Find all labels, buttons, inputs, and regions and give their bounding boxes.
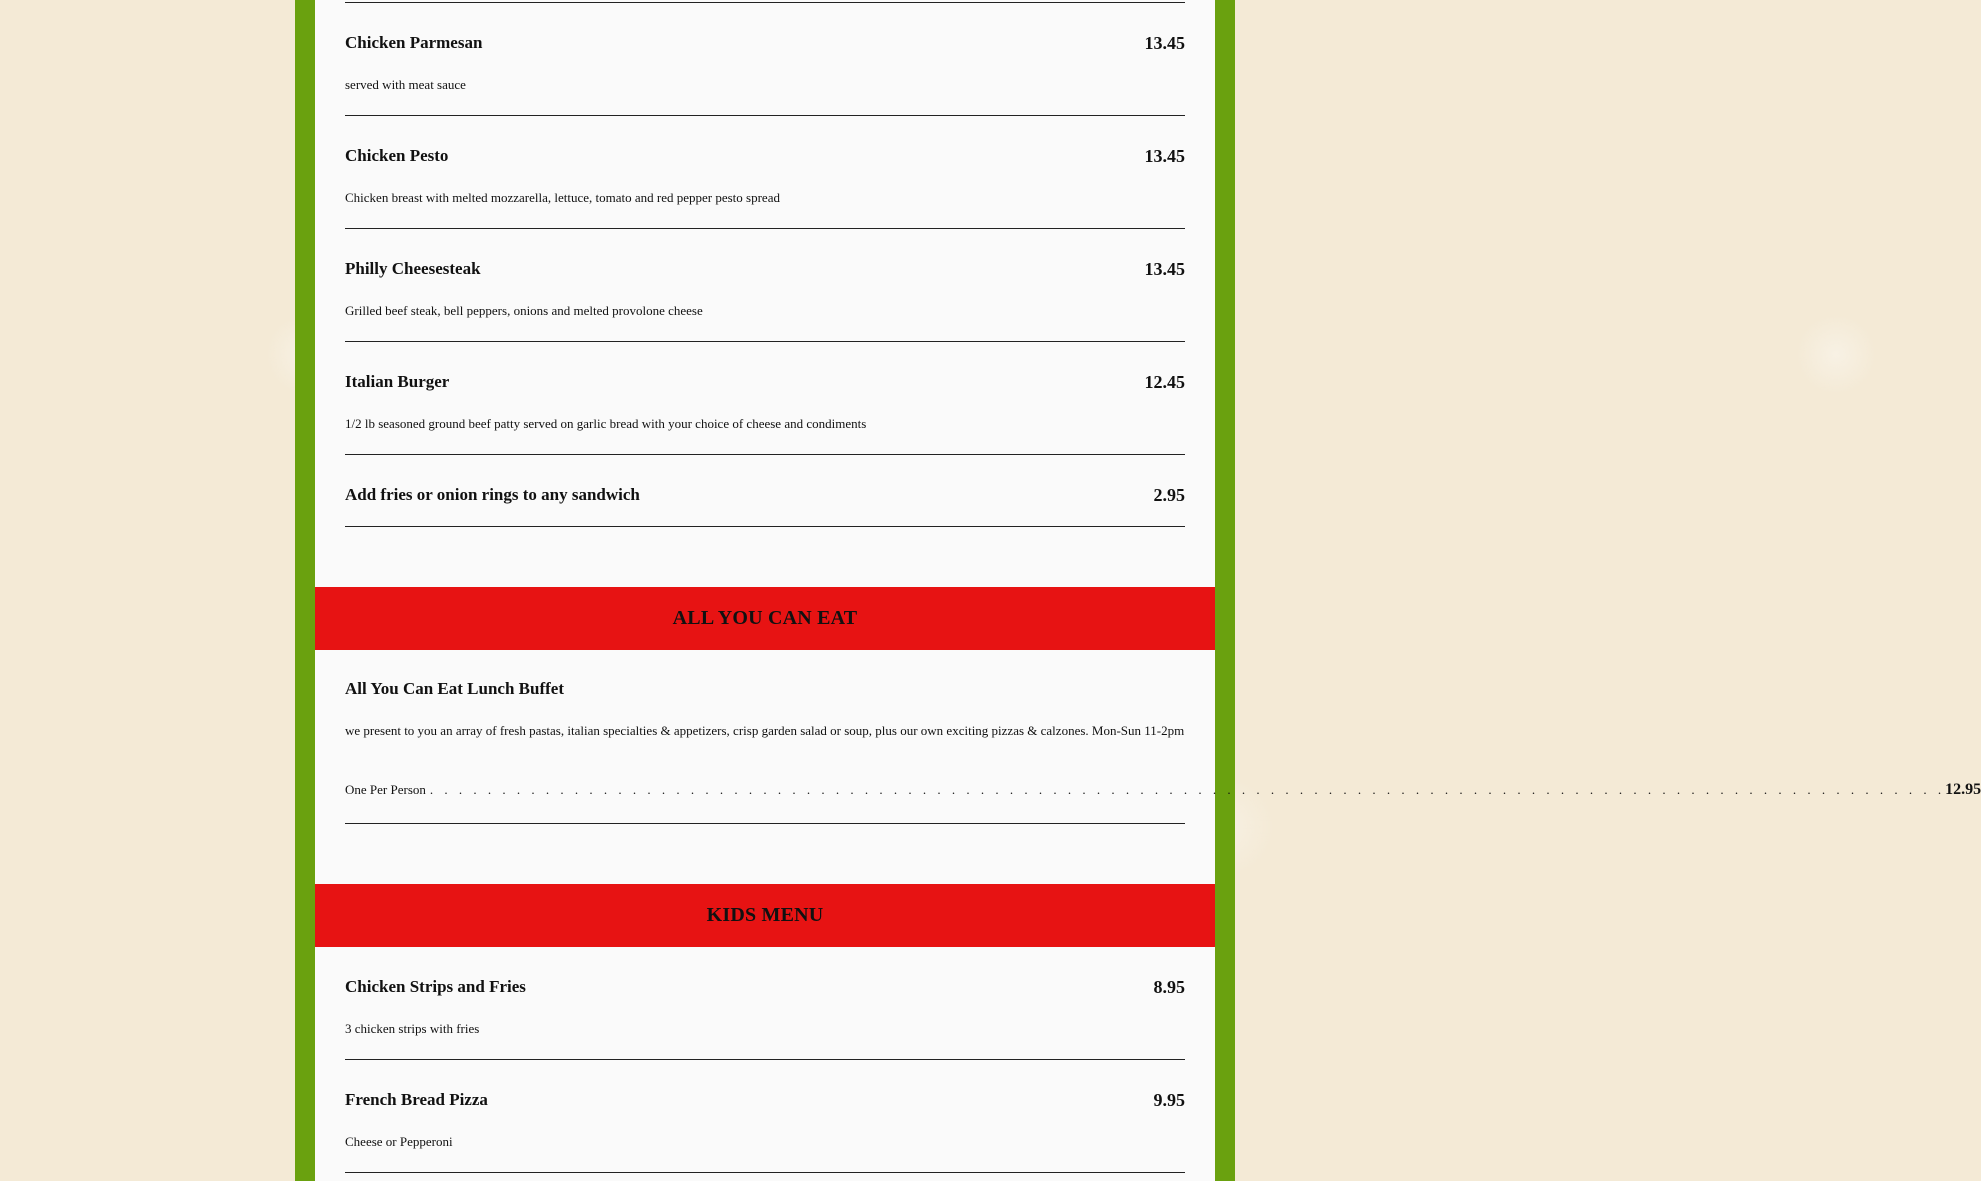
item-name: Philly Cheesesteak [345, 259, 481, 278]
item-name: Add fries or onion rings to any sandwich [345, 485, 640, 504]
divider [345, 454, 1185, 455]
section-banner-kids-menu [315, 884, 1215, 947]
item-name: Italian Burger [345, 372, 450, 391]
item-description: Grilled beef steak, bell peppers, onions and melted provolone cheese [345, 303, 703, 318]
divider [345, 823, 1185, 824]
option-price: 12.95 [1945, 781, 1981, 798]
divider [345, 228, 1185, 229]
dot-leader: . . . . . . . . . . . . . . . . . . . . . . . . . . . . . . . . . . . . . . . . . . . . . . . . . . . . . . . . . . . . . . . . . . . . . . . . . . . . . . . . . . . . . . . . . . . . . . . . . . . . . . . . . [429, 782, 1946, 797]
item-price: 9.95 [1153, 1090, 1185, 1110]
item-description: 3 chicken strips with fries [345, 1021, 480, 1036]
menu-page [315, 0, 1981, 1181]
item-description: served with meat sauce [345, 77, 466, 92]
divider [345, 1172, 1185, 1173]
divider [345, 115, 1185, 116]
divider [345, 1059, 1185, 1060]
item-price: 13.45 [1144, 146, 1185, 166]
item-name: Chicken Parmesan [345, 33, 483, 52]
section-title: KIDS MENU [706, 904, 824, 926]
item-price: 13.45 [1144, 259, 1185, 279]
item-price: 13.45 [1144, 33, 1185, 53]
item-price: 12.45 [1144, 372, 1185, 392]
divider [345, 2, 1185, 3]
item-name: French Bread Pizza [345, 1090, 488, 1109]
item-description: Chicken breast with melted mozzarella, lettuce, tomato and red pepper pesto spread [345, 190, 780, 205]
price-option-row [345, 781, 1981, 803]
item-price: 2.95 [1153, 485, 1185, 505]
divider [345, 341, 1185, 342]
item-name: Chicken Strips and Fries [345, 977, 526, 996]
divider [345, 526, 1185, 527]
item-description: we present to you an array of fresh pastas, italian specialties & appetizers, crisp garden salad or soup, plus our own exciting pizzas & calzones. Mon-Sun 11-2pm [345, 723, 1185, 738]
item-name: All You Can Eat Lunch Buffet [345, 679, 564, 698]
item-description: 1/2 lb seasoned ground beef patty served on garlic bread with your choice of cheese and condiments [345, 416, 867, 431]
item-name: Chicken Pesto [345, 146, 449, 165]
section-banner-all-you-can-eat [315, 587, 1215, 650]
item-price: 8.95 [1153, 977, 1185, 997]
option-label: One Per Person [345, 782, 426, 797]
item-description: Cheese or Pepperoni [345, 1134, 453, 1149]
section-title: ALL YOU CAN EAT [672, 607, 858, 629]
